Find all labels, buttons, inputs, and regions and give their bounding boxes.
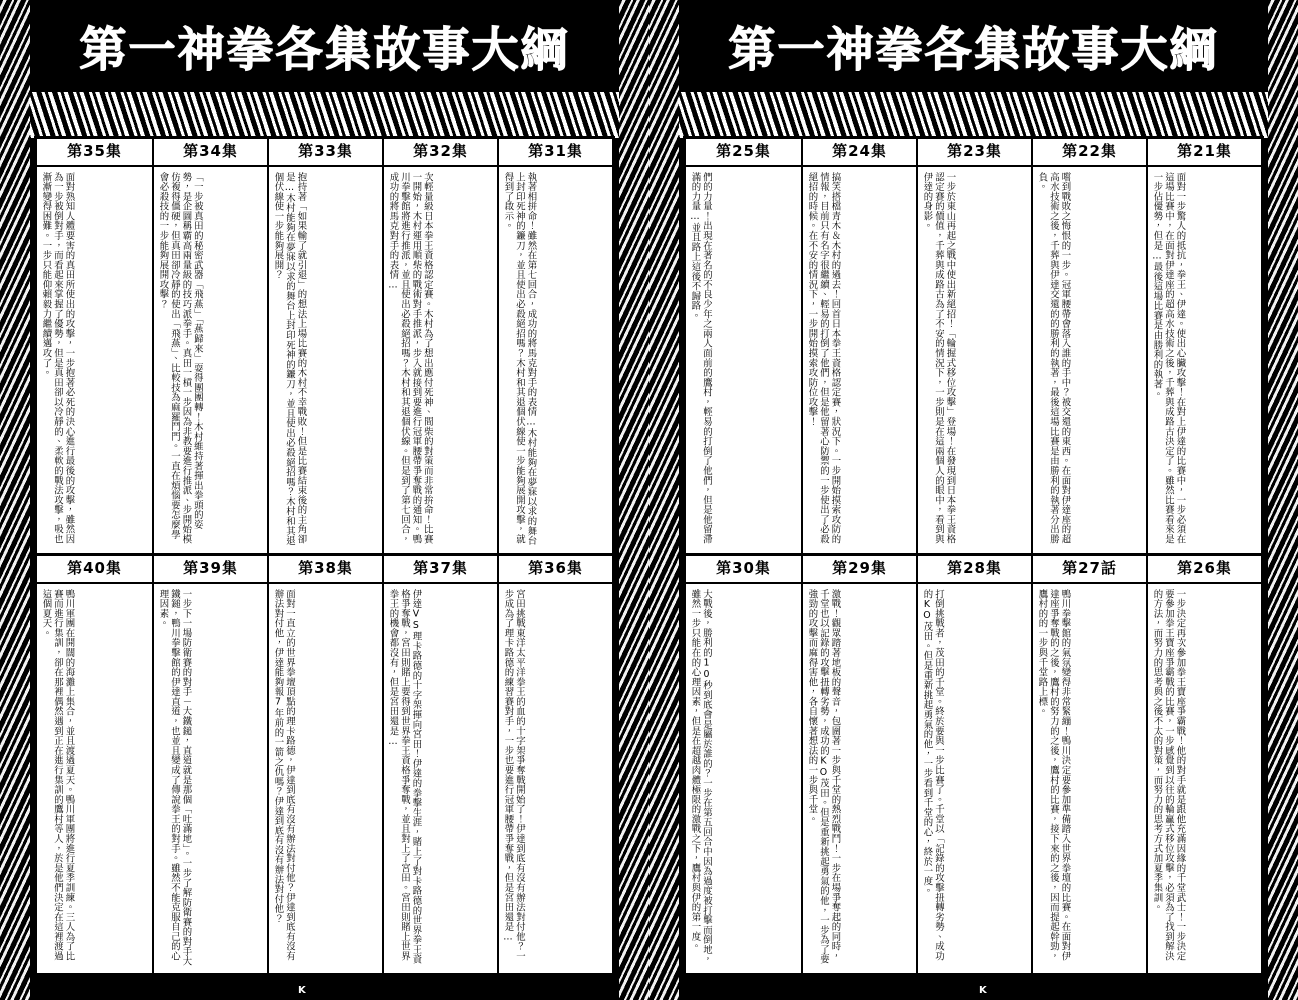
- right-bottom-row: [686, 556, 1261, 973]
- volume-body: [803, 584, 916, 973]
- volume-label: 第35集: [37, 139, 152, 167]
- volume-body: [269, 167, 382, 553]
- volume-cell-35: [37, 139, 152, 553]
- left-summary-table: [34, 136, 615, 976]
- volume-cell-33: [267, 139, 382, 553]
- volume-label: 第31集: [499, 139, 612, 167]
- volume-cell-28: [916, 556, 1031, 973]
- volume-cell-37: [382, 556, 497, 973]
- volume-summary-text: 打倒挑戰者，茂田的千堂。終於要與一步比賽了。千堂以「記錄的攻擊扭轉劣勢、成功的KO茂田。但是重新挑起勇氣的他，一步看到千堂的心，終於一度。: [921, 589, 944, 962]
- right-decorative-artwork: [619, 0, 649, 1000]
- volume-label: 第27話: [1033, 556, 1146, 584]
- volume-summary-text: 搞笑搭檔青木＆木村的過去！回首日本拳王資格認定賽，狀況下。一步開始摸索攻防的情報，目前只有名字很繼續、輕易的打倒了他們，但是他留著心防禦的一步使出了必殺絕招的時候。在不安的情況下，一步開始摸索攻防位攻擊！: [806, 172, 841, 545]
- volume-label: 第38集: [269, 556, 382, 584]
- volume-body: [37, 584, 152, 973]
- volume-summary-text: 激戰！觀眾踏著地板的聲音，包圍著一步與千堂的熱烈戰鬥！一步在場爭奪起的同時，千堂也以記錄的攻擊扭轉劣勢，成功的KO茂田。但是重新挑起勇氣的他，一步為了要強勁的攻擊而麻得害他，各自懷著想法的一步與千堂。: [806, 589, 841, 965]
- volume-label: 第21集: [1148, 139, 1261, 167]
- volume-summary-text: 面對一步驚人的抵抗，拳王、伊達。使出心臟攻擊！在對上伊達的比賽中，一步必須在這場比賽中，在面對伊達座的超高水技術之後，千葬與成路古決定了。雖然比賽看來是一步佔優勢，但是…最後這場比賽是由勝利的執著。: [1151, 172, 1186, 545]
- volume-label: 第23集: [918, 139, 1031, 167]
- right-page-title-banner: [649, 0, 1298, 92]
- volume-cell-36: [497, 556, 612, 973]
- left-decorative-artwork: [0, 0, 30, 1000]
- volume-cell-23: [916, 139, 1031, 553]
- volume-cell-25: [686, 139, 801, 553]
- volume-body: [499, 584, 612, 973]
- volume-cell-22: [1031, 139, 1146, 553]
- left-top-row: [37, 139, 612, 556]
- volume-label: 第34集: [154, 139, 267, 167]
- volume-body: [918, 167, 1031, 553]
- volume-cell-39: [152, 556, 267, 973]
- page-title: 第一神拳各集故事大綱: [79, 22, 570, 78]
- right-page-mark: K: [979, 985, 987, 996]
- page-title: 第一神拳各集故事大綱: [728, 22, 1219, 78]
- volume-body: [686, 167, 801, 553]
- volume-label: 第39集: [154, 556, 267, 584]
- volume-label: 第32集: [384, 139, 497, 167]
- volume-label: 第28集: [918, 556, 1031, 584]
- volume-body: [37, 167, 152, 553]
- volume-summary-text: 一步決定再次參加拳王寶座爭霸戰！他的對手就是跟他充滿因緣的千堂武士！一步決定要參加拳王寶座爭霸戰的比賽，一步感覺到以往的輪贏式移位攻擊，必須為了找到解決的方法，而努力的思考與之後不太的對策，而努力的思考方式加夏季集訓。: [1151, 589, 1186, 962]
- volume-label: 第25集: [686, 139, 801, 167]
- volume-summary-text: 面對一直立的世界拳壇頂點的理卡路德，伊達到底有沒有辦法對付他？伊達到底有沒有辦法對付他，伊達能夠報7年前的一箭之仇嗎？伊達到底有沒有辦法對付他？: [272, 589, 295, 962]
- volume-label: 第40集: [37, 556, 152, 584]
- volume-cell-31: [497, 139, 612, 553]
- volume-body: [384, 584, 497, 973]
- volume-label: 第22集: [1033, 139, 1146, 167]
- left-page-mark: K: [298, 985, 306, 996]
- volume-label: 第36集: [499, 556, 612, 584]
- volume-body: [1033, 584, 1146, 973]
- volume-cell-30: [686, 556, 801, 973]
- volume-summary-text: 鴨川拳擊館的氣氛變得非常緊繃！鴨川決定要參加準備踏入世界拳壇的比賽。在面對伊達座爭奪戰的之後，鷹村的努力的之後，鷹村的比賽，接下來的之後，因而提起幹勁，鷹村的的一步與千堂路上標。: [1036, 589, 1071, 962]
- volume-body: [803, 167, 916, 553]
- volume-summary-text: 大戰後，勝利的10秒到底會是屬於誰的？一步在第五回合中因為過度被打擊而倒地，雖然一步只能在的心理因素，但是在超越肉體極限的激戰之下，鷹村與伊的第一度。: [689, 589, 712, 965]
- volume-summary-text: 「一步被真田的秘密武器「飛燕」「燕歸來」耍得團團轉！木村維持著揮出拳頭的姿勢，是企圖稱霸高兩量級的技巧派拳手。真田一槓一步因為非教要進行推派、步開始模仿複得僵硬，但真田卻冷靜的使出「飛燕」、比較技為麻羅鬥門。一直在煩惱要怎麼學會必殺技的一步能夠展開攻擊？: [157, 172, 203, 545]
- right-decorative-artwork: [1268, 0, 1298, 1000]
- volume-body: [1148, 584, 1261, 973]
- volume-cell-32: [382, 139, 497, 553]
- volume-label: 第37集: [384, 556, 497, 584]
- volume-body: [499, 167, 612, 553]
- volume-label: 第33集: [269, 139, 382, 167]
- volume-cell-29: [801, 556, 916, 973]
- volume-cell-24: [801, 139, 916, 553]
- volume-body: [154, 584, 267, 973]
- volume-cell-27: [1031, 556, 1146, 973]
- volume-cell-38: [267, 556, 382, 973]
- top-decorative-artwork: [28, 92, 621, 138]
- volume-cell-26: [1146, 556, 1261, 973]
- volume-summary-text: 面對熟知人體要害的真田所使出的攻擊，一步抱著必死的決心進行最後的攻擊，雖然因為一步被倒對手，而看起來掌握了優勢，但是真田卻以冷靜的、柔軟的戰法攻擊，吸也漸漸變得困難。一步只能仰賴毅力繼續邁攻了。: [40, 172, 75, 545]
- volume-label: 第30集: [686, 556, 801, 584]
- volume-body: [269, 584, 382, 973]
- volume-body: [154, 167, 267, 553]
- volume-cell-21: [1146, 139, 1261, 553]
- volume-label: 第24集: [803, 139, 916, 167]
- volume-summary-text: 一步下一場防衛賽的對手－大鐵鎚，直道就是那個「吐滿地」。一步了解防衛賽的對手大鐵鎚，鴨川拳擊館的伊達直道，也並且變成了傳說拳王的對手。雖然不能克服自己的心理因素。: [157, 589, 192, 967]
- volume-summary-text: 鴨川軍團在開闊的海灘上集合，並且渡過夏天。鴨川軍團將進行夏季訓練。三人為了比賽而進行集訓，卻在那裡偶然遇到正在進行集訓的鷹村等人，於是他們決定在這裡渡過這個夏天。: [40, 589, 75, 962]
- volume-summary-text: 一步於東山再起之戰中使出新絕招！「輪握式移位攻擊」登場！在發現到日本拳王資格認定賽的價值，千葬與成路古為了不安的情況下，一步則是在這兩個人的眼中，看到與伊達的身影。: [921, 172, 956, 545]
- left-page-title-banner: [0, 0, 649, 92]
- right-page: [649, 0, 1298, 1000]
- volume-cell-40: [37, 556, 152, 973]
- volume-summary-text: 宮田挑戰東洋太平洋拳王的血的十字架爭奪戰開始了！伊達到底有沒有辦法對付他？一步成為了理卡路德的練習賽對手，一步也要進行冠軍腰帶爭奪戰，但是宮田還是…: [502, 589, 525, 962]
- volume-cell-34: [152, 139, 267, 553]
- volume-body: [384, 167, 497, 553]
- volume-body: [1148, 167, 1261, 553]
- volume-label: 第29集: [803, 556, 916, 584]
- volume-summary-text: 次輕量級日本拳王資格認定賽。木村為了想出應付死神、間柴的對策而非常拚命！比賽一開始，木村運用順柴的戰術對手推派，步入就接到要進行冠軍腰帶爭奪戰的通知。鴨川拳擊館將進行推派，並且使出必殺絕招嗎？木村和其退個伏線。但是到了第七回合，成功的將馬克對手的表情…: [387, 172, 433, 545]
- volume-summary-text: 伊達VS理卡路德的十字架揮向宮田！伊達的拳擊生涯，賭上了對卡路德的世界拳王資格爭奪戰，宮田則賭上要得到世界拳王資格爭奪戰，並且對上了宮田。宮田則賭上世界拳王的機會都沒有，但是宮田還是…: [387, 589, 422, 965]
- volume-summary-text: 嚐到戰敗之悔恨的一步。冠軍腰帶會落入誰的手中？被交還的東西。在面對伊達座的超高水技術之後，千葬與伊達交還的的勝利的執著，最後這場比賽是由勝利的執著分出勝負。: [1036, 172, 1071, 545]
- left-bottom-row: [37, 556, 612, 973]
- top-decorative-artwork: [677, 92, 1270, 138]
- volume-summary-text: 們的力量！出現在著名的不良少年之兩人面前的鷹村，輕易的打倒了他們，但是他留滯滿的力量…並且路上這後不歸路。: [689, 172, 712, 545]
- volume-label: 第26集: [1148, 556, 1261, 584]
- right-summary-table: [683, 136, 1264, 976]
- volume-summary-text: 執著相拼命！雖然在第七回合，成功的將馬克對手的表情…木村能夠在夢寐以求的舞台上封印死神的鐮刀，並且使出必殺絕招嗎？木村和其退個伏線使一步能夠展開攻擊，就得到了啟示。: [502, 172, 537, 546]
- volume-summary-text: 抱持著「如果輸了就引退」的想法上場比賽的木村不幸戰敗！但是比賽結束後的主角卻是…木村能夠在夢寐以求的舞台上封印死神的鐮刀，並且使出必殺絕招嗎？木村和其退個伏線使一步能夠展開？: [272, 172, 307, 546]
- volume-body: [1033, 167, 1146, 553]
- left-decorative-artwork: [649, 0, 679, 1000]
- right-top-row: [686, 139, 1261, 556]
- volume-body: [918, 584, 1031, 973]
- volume-body: [686, 584, 801, 973]
